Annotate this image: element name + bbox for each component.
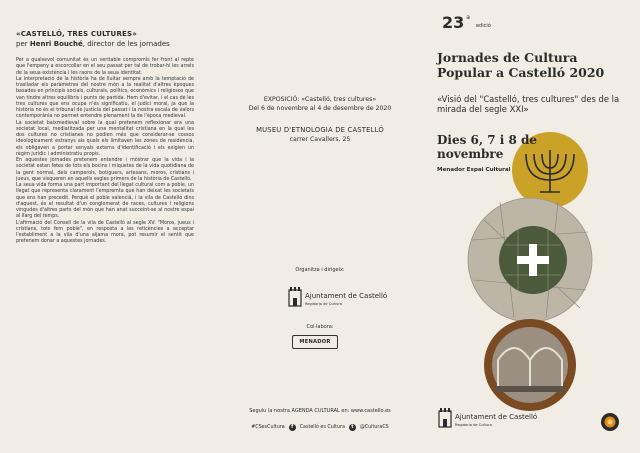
body-paragraph: La seua vida forma una part important del llegat cultural com a poble, un llegat que representa clarament l'empremta que han deixat les societats que ens han precedit. Perquè el poble valencià, i la vila de Castelló dins d'aquest, és el resultat d'un conglomerat de races, cultures i religions vingudes d'altres parts del món que han anat succeint-se al nostre espai al llarg del temps. [16,183,194,220]
museum-name: MUSEU D'ETNOLOGIA DE CASTELLÓ [256,126,384,134]
facebook-icon: f [289,424,296,431]
cover-dates: Dies 6, 7 i 8 de novembre [437,133,538,161]
intro-kicker: «CASTELLÓ, TRES CULTURES» [16,30,137,38]
castle-crest-icon [439,408,451,427]
edition-badge [442,14,491,31]
cover-artwork [430,140,600,440]
org-name: Ajuntament de Castelló [305,292,388,300]
exhibition-title: EXPOSICIÓ: «Castelló, tres cultures» [263,96,377,103]
org-name-cover: Ajuntament de Castelló [455,413,538,421]
agenda-link[interactable]: Seguiu la nostra AGENDA CULTURAL en: www.castello.es [249,408,391,414]
sunburst-badge-icon [600,412,620,432]
byline-suffix: , director de les jornades [82,40,170,48]
cover-subtitle: «Visió del "Castelló, tres cultures" des de la mirada del segle XXI» [437,94,620,114]
body-paragraph: L'afirmació del Consell de la vila de Castelló al segle XV: "Moros, jueus i cristians, tots fem poble", en resposta a les reticències a acceptar l'establiment a la vila d'una aljama mora, pot resumir el sentit que pretenem donar a aquestes jornades. [16,220,194,245]
body-paragraph: En aquestes jornades pretenem entendre i mostrar que la vida i la societat estan fetes de tots els bocins i miquetes de la vida quotidiana de la gent normal, dels camperols, botiguers, artesans, moros, cristians i jueus, que visqueren en aquells segles primers de la història de Castelló. [16,158,194,182]
exhibition-info [214,96,426,143]
collab-label: Col·labora: [306,324,334,330]
intro-header [16,30,194,48]
cross-medallion [499,226,567,294]
org-sub-cover: Regidoria de Cultura [455,423,492,427]
edition-ordinal: a [466,14,470,21]
edition-label: edició [475,23,491,29]
menador-logo: MENADOR [292,335,338,349]
intro-byline [16,40,194,48]
cover-venue: Menador Espai Cultural [437,167,511,173]
ajuntament-logo [287,284,388,314]
museum-address: carrer Cavallers, 25 [289,136,351,143]
byline-prefix: per [16,40,28,48]
byline-name: Henri Bouché [29,40,83,48]
edition-number: 23 [442,13,465,32]
twitter-link[interactable]: @CulturaCS [359,425,389,430]
facebook-link[interactable]: Castelló es Cultura [299,425,345,430]
twitter-icon: t [349,424,356,431]
organized-label: Organitza i dirigeix: [295,267,345,273]
intro-body [16,58,194,246]
social-links [214,424,426,431]
org-sub: Regidoria de Cultura [305,302,342,306]
exhibition-dates: Del 6 de novembre al 4 de desembre de 2020 [248,105,392,112]
body-paragraph: La societat baixmedieval sobre la qual pretenem reflexionar era una societat local, mediatitzada per una mentalitat cristiana en la qual les dos cultures no cristianes no podien més que considerar-se cossos ideològicament estranys als quals els limitaven les zones de residència, els obligaven a portar senyals externs d'identificació i els exigien un règim jurídic i administratiu propis. [16,120,194,157]
hashtag[interactable]: #CSesCultura [251,425,285,430]
body-paragraph: La interpretació de la història ha de lluitar sempre amb la temptació de traslladar els paràmetres del nostre món a la realitat d'altres èpoques basades en principis socials, culturals, polítics, econòmics i religiosos que van tindre altres equilibris i punts de partida. Hem d'evitar, i el cas de les tres cultures que ens ocupa n'és significatiu, el judici moral, ja que la història no és el tribunal de justícia del passat i la nostra escala de valors contemporània no permet entendre plenament la de l'època medieval. [16,76,194,120]
arches-medallion [484,319,576,411]
castle-crest-icon [289,287,301,306]
body-paragraph: Per a qualsevol comunitat és un veritable compromís fer front al repte que l'empeny a escorcollar en el seu passat per tal de trobar-hi les arrels de la seua existència i les raons de la seua identitat. [16,58,194,76]
cover-title: Jornades de Cultura Popular a Castelló 2020 [437,50,605,80]
ajuntament-logo-cover [437,405,538,435]
